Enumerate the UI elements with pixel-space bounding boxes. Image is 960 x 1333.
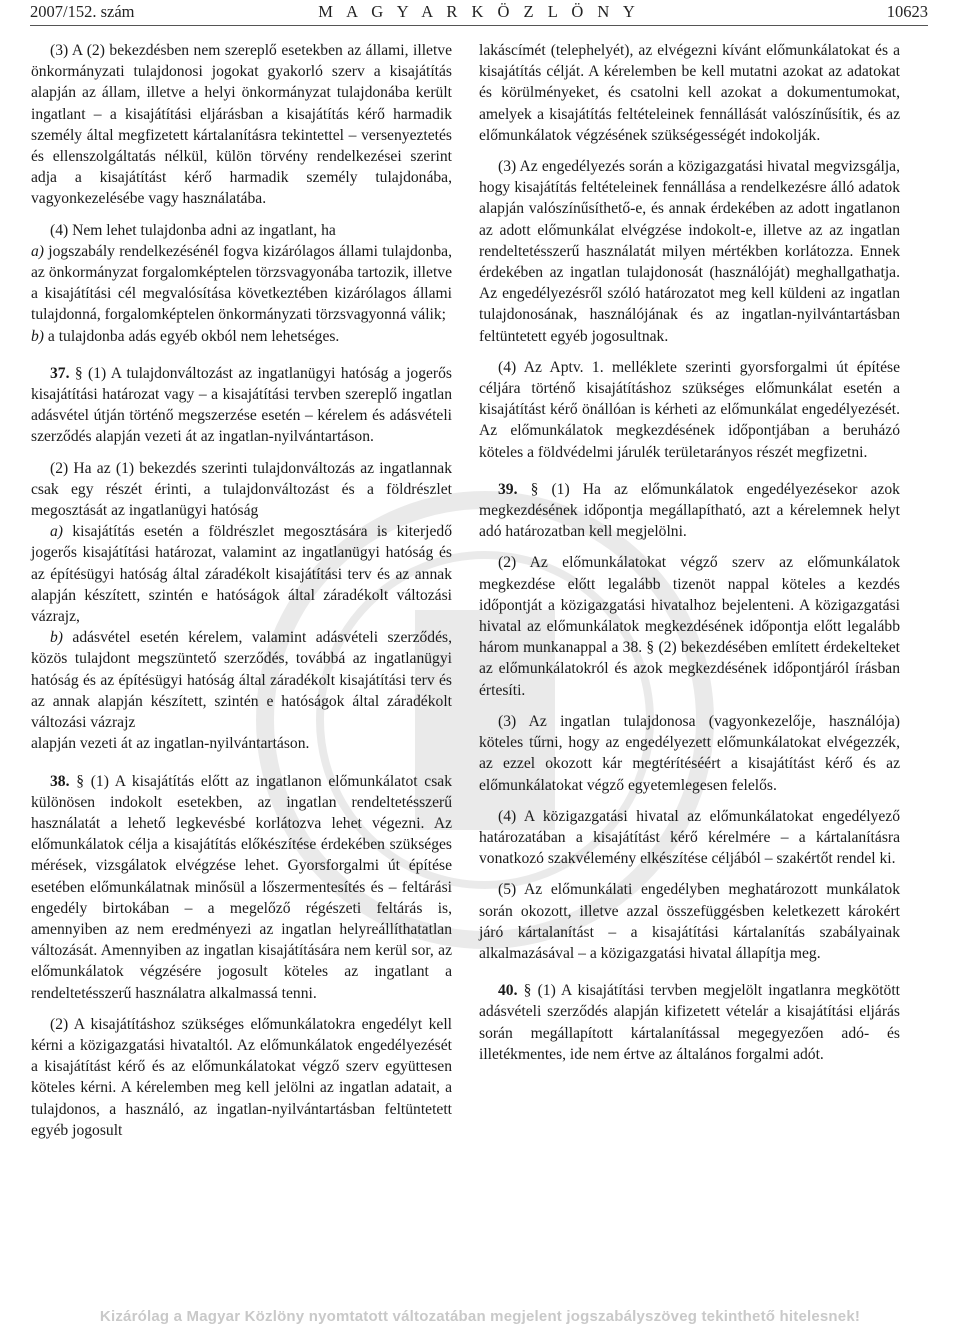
page-header [30, 2, 928, 24]
list-item-b: b) adásvétel esetén kérelem, valamint adásvételi szerződés, közös tulajdont megszüntető szerződés, továbbá az ingatlanügyi hatóság és az építésügyi hatóság által záradékolt kisajátítási terv és az annak alapján készített, szintén e hatóságok által záradékolt változási vázrajz [31, 629, 452, 732]
paragraph-38-4: (4) Az Aptv. 1. melléklete szerinti gyorsforgalmi út építése céljára történő kisajátításhoz szükséges előmunkálat esetén a kisajátítást kérő önállóan is kérheti az előmunkálat engedélyezését. Az előmunkálatok megkezdésének időpontjában a beruházó köteles a földvédelmi járulék területarányos részét megfizetni. [479, 358, 900, 461]
paragraph-38-2: (2) A kisajátításhoz szükséges előmunkálatokra engedélyt kell kérni a közigazgatási hivataltól. Az előmunkálatok engedélyezését a kisajátítást kérő és az előmunkálatokat végző szerv együttesen köteles kérni. A kérelemben meg kell jelölni az ingatlan adatait, a tulajdonos, a használó, az ingatlan-nyilvántartásban feltüntetett egyéb jogosult [31, 1015, 452, 1139]
header-rule [30, 25, 928, 26]
list-item-a: a) kisajátítás esetén a földrészlet megosztására is kiterjedő jogerős kisajátítási határozat, valamint az ingatlanügyi hatóság és az építésügyi hatóság által záradékolt kisajátítási terv és az annak alapján készített, szintén e hatóságok által záradékolt változási vázrajz, [31, 523, 452, 626]
section-number: 40. [498, 982, 518, 1000]
paragraph-39-5: (5) Az előmunkálati engedélyben meghatározott munkálatok során okozott, illetve azzal összefüggésben keletkezett károkért járó kártalanítást – a kisajátítási kártalanítás szabályainak alkalmazásával – a közigazgatási hivatal állapítja meg. [479, 881, 900, 962]
paragraph-38-2-continued: lakáscímét (telephelyét), az elvégezni kívánt előmunkálatokat és a kisajátítás célját. A kérelemben be kell mutatni azokat az adatokat és körülményeket, és csatolni kell azokat a dokumentumokat, amelyek a kisajátítás feltételeinek fennállását valószínűsítik, és az előmunkálatok végzésének szükségességét indokolják. [479, 42, 900, 144]
right-column [479, 40, 900, 1075]
paragraph-39-2: (2) Az előmunkálatokat végző szerv az előmunkálatok megkezdése előtt legalább tizenöt nappal köteles a kezdés időpontját a közigazgatási hivatalhoz bejelenteni. A közigazgatási hivatal az előmunkálatok megkezdésének időpontja előtt legalább három munkanappal a 38. § (2) bekezdésében említett érdekelteket az előmunkálatokról és azok megkezdésének időpontjáról írásban értesíti. [479, 554, 900, 699]
paragraph-38-3: (3) Az engedélyezés során a közigazgatási hivatal megvizsgálja, hogy kisajátítás feltételeinek fennállása a rendelkezésre álló adatok alapján valószínűsíthető-e, és annak érdekében az adott ingatlanon az adott előmunkálat elvégzése indokolt-e, illetve az az ingatlan rendeltetésszerű használatát milyen mértékben korlátozza. Ennek érdekében az ingatlan tulajdonosát (használóját) meghallgathatja. Az engedélyezésről szóló határozatot meg kell küldeni az ingatlan tulajdonosának, használójának és az ingatlan-nyilvántartásban feltüntetett egyéb jogosultnak. [479, 158, 900, 345]
page-number: 10623 [886, 2, 928, 21]
list-item-a: a) jogszabály rendelkezésénél fogva kizárólagos állami tulajdonba, az önkormányzat forgalomképtelen törzsvagyonába tartozik, illetve a kisajátítási cél megvalósítása következtében kizárólagos állami tulajdonná, forgalomképtelen önkormányzati törzsvagyonná válik; [31, 242, 452, 324]
paragraph-36-4: (4) Nem lehet tulajdonba adni az ingatlant, ha [50, 221, 336, 239]
section-37-1: 37. § (1) A tulajdonváltozást az ingatlanügyi hatóság a jogerős kisajátítási határozat vagy – a kisajátítási tervben szereplő ingatlan adásvétel útján történő megszerzése esetén – kérelem és adásvételi szerződés alapján vezeti át az ingatlan-nyilvántartáson. [31, 364, 452, 446]
authenticity-notice: Kizárólag a Magyar Közlöny nyomtatott változatában megjelent jogszabályszöveg tekinthető hitelesnek! [99, 1308, 861, 1325]
paragraph-39-4: (4) A közigazgatási hivatal az előmunkálatokat engedélyező határozatában a kisajátítást kérő kérelmére – a kártalanításra vonatkozó szakvélemény elkészítése céljából – szakértőt rendel ki. [479, 807, 900, 868]
publication-title: M A G Y A R K Ö Z L Ö N Y [318, 2, 640, 21]
section-39-1: 39. § (1) Ha az előmunkálatok engedélyezésekor azok megkezdésének időpontja megállapítható, azt a kérelemnek helyt adó határozatban kell megjelölni. [479, 480, 900, 541]
left-column [31, 40, 452, 1151]
section-number: 37. [50, 364, 70, 382]
section-number: 39. [498, 480, 518, 498]
issue-number: 2007/152. szám [30, 2, 135, 21]
paragraph-37-2: (2) Ha az (1) bekezdés szerinti tulajdonváltozás az ingatlannak csak egy részét érinti, a tulajdonváltozást és a földrészlet megosztását az ingatlanügyi hatóság [31, 459, 452, 520]
section-40-1: 40. § (1) A kisajátítási tervben megjelölt ingatlanra megkötött adásvételi szerződés alapján kifizetett vételár a kisajátítási eljárás során megállapított kártalanítással megegyezően adó- és illetékmentes, ide nem értve az általános forgalmi adót. [479, 982, 900, 1063]
list-item-b: b) a tulajdonba adás egyéb okból nem lehetséges. [31, 327, 340, 345]
paragraph-37-closing: alapján vezeti át az ingatlan-nyilvántartáson. [31, 735, 310, 753]
section-number: 38. [50, 772, 70, 790]
section-38-1: 38. § (1) A kisajátítás előtt az ingatlanon előmunkálatot csak különösen indokolt esetekben, az ingatlan rendeltetésszerű használatát a lehető legkevésbé korlátozva lehet végezni. Az előmunkálatok célja a kisajátítás előkészítése érdekében szükséges mérések, vizsgálatok elvégzése lehet. Gyorsforgalmi út építése esetében előmunkálatnak minősül a lőszermentesítés és – feltárási engedély birtokában – a megelőző régészeti feltárás is, amennyiben az nem eredményezi az ingatlan helyreállíthatatlan változását. Amennyiben az ingatlan kisajátítására nem kerül sor, az előmunkálatok végzésére jogosult köteles az ingatlant a rendeltetésszerű használatra alkalmassá tenni. [31, 772, 452, 1002]
paragraph-39-3: (3) Az ingatlan tulajdonosa (vagyonkezelője, használója) köteles tűrni, hogy az engedélyezett előmunkálatokat elvégezzék, az ezzel okozott kár megtérítéséért a kisajátítást kérő és az előmunkálatokat végző egyetemlegesen felelős. [479, 712, 900, 794]
paragraph-36-3: (3) A (2) bekezdésben nem szereplő esetekben az állami, illetve önkormányzati tulajdonosi jogokat gyakorló szerv a kisajátítás alapján az állam, illetve a helyi önkormányzat tulajdonába került ingatlant – a kisajátítási eljárásban a kisajátítás kérő harmadik személy által megfizetett kártalanításra tekintettel – versenyeztetés és ellenszolgáltatás nélkül, külön törvény rendelkezései szerint adja a kisajátítást kérő harmadik személy tulajdonába, vagyonkezelésébe vagy használatába. [31, 42, 452, 208]
